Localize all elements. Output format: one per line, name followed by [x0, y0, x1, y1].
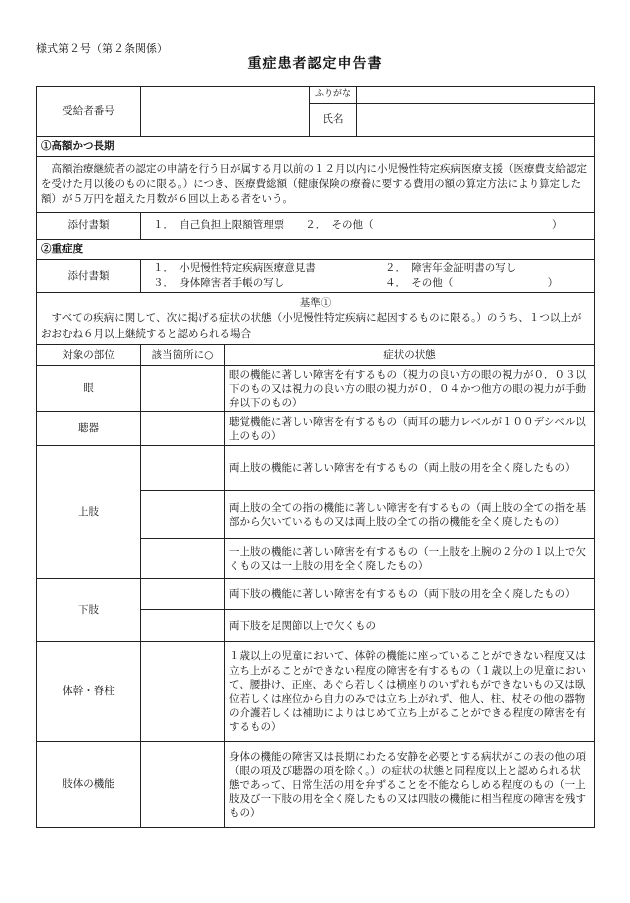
symptom-cell: １歳以上の児童において、体幹の機能に座っていることができない程度又は立ち上がることができない程度の障害を有するもの（１歳以上の児童において、腰掛け、正座、あぐら若しくは横座りのいずれもができないもの又は臥位若しくは座位から自力のみでは立ち上がれず、他人、柱、杖その他の器物の介護若しくは補助によりはじめて立ち上がることができる程度の障害を有するもの） [225, 642, 595, 742]
symptom-cell: 聴覚機能に著しい障害を有するもの（両耳の聴力レベルが１００デシベル以上のもの） [225, 412, 595, 446]
body-part-lower-limb: 下肢 [37, 579, 141, 642]
table-row [37, 446, 595, 491]
section2-heading: ②重症度 [37, 240, 595, 260]
check-cell[interactable] [141, 642, 225, 742]
recipient-number-field[interactable] [141, 87, 310, 137]
recipient-row [37, 87, 595, 104]
name-label: 氏名 [310, 104, 357, 137]
criteria-title: 基準① [299, 297, 332, 310]
page-title: 重症患者認定申告書 [247, 56, 383, 72]
section1-attachments[interactable]: １． 自己負担上限額管理票 ２． その他（ ） [141, 213, 595, 240]
section1-description: 高額治療継続者の認定の申請を行う日が属する月以前の１２月以内に小児慢性特定疾病医療支援（医療費支給認定を受けた月以後のものに限る。）につき、医療費総額（健康保険の療養に要する費用の額の算定方法により算定した額）が５万円を超えた月数が６回以上ある者をいう。 [37, 157, 595, 213]
table-row [37, 366, 595, 412]
attachment-item: ３． 身体障害者手帳の写し [153, 277, 285, 290]
attachment-item: ２． 障害年金証明書の写し [385, 262, 517, 274]
symptom-cell: 一上肢の機能に著しい障害を有するもの（一上肢を上腕の２分の１以上で欠くもの又は一上肢の用を全く廃したもの） [225, 539, 595, 579]
check-cell[interactable] [141, 366, 225, 412]
check-cell[interactable] [141, 579, 225, 610]
table-row [37, 579, 595, 610]
criteria-description: すべての疾病に関して、次に掲げる症状の状態（小児慢性特定疾病に起因するものに限る。）のうち、１つ以上がおおむね６月以上継続すると認められる場合 [41, 312, 582, 340]
section1-heading: ①高額かつ長期 [37, 137, 595, 157]
table-header-row [37, 345, 595, 366]
section2-attachment-label: 添付書類 [37, 260, 141, 293]
check-cell[interactable] [141, 446, 225, 491]
col-header-symptom: 症状の状態 [225, 345, 595, 366]
check-cell[interactable] [141, 610, 225, 642]
application-form-table [36, 86, 595, 828]
furigana-field[interactable] [357, 87, 595, 104]
check-cell[interactable] [141, 742, 225, 828]
col-header-part: 対象の部位 [37, 345, 141, 366]
attachment-item: １． 小児慢性特定疾病医療意見書 [153, 262, 316, 274]
col-header-check: 該当箇所に○ [141, 345, 225, 366]
table-row [37, 412, 595, 446]
body-part-limb-function: 肢体の機能 [37, 742, 141, 828]
attachment-item: ４． その他（ ） [385, 277, 559, 290]
body-part-eye: 眼 [37, 366, 141, 412]
section2-attachments[interactable] [141, 260, 595, 293]
symptom-cell: 身体の機能の障害又は長期にわたる安静を必要とする病状がこの表の他の項（眼の項及び聴器の項を除く。）の症状の状態と同程度以上と認められる状態であって、日常生活の用を弁ずることを不能ならしめる程度のもの（一上肢及び一下肢の用を全く廃したもの又は四肢の機能に相当程度の障害を残すもの） [225, 742, 595, 828]
body-part-upper-limb: 上肢 [37, 446, 141, 579]
section1-attachment-label: 添付書類 [37, 213, 141, 240]
symptom-cell: 眼の機能に著しい障害を有するもの（視力の良い方の眼の視力が０．０３以下のもの又は視力の良い方の眼の視力が０．０４かつ他方の眼の視力が手動弁以下のもの） [225, 366, 595, 412]
table-row [37, 742, 595, 828]
body-part-ear: 聴器 [37, 412, 141, 446]
furigana-label: ふりがな [310, 87, 357, 104]
recipient-number-label: 受給者番号 [37, 87, 141, 137]
symptom-cell: 両下肢を足関節以上で欠くもの [225, 610, 595, 642]
check-cell[interactable] [141, 412, 225, 446]
table-row [37, 642, 595, 742]
form-number: 様式第２号（第２条関係） [36, 42, 168, 55]
check-cell[interactable] [141, 491, 225, 539]
body-part-trunk: 体幹・脊柱 [37, 642, 141, 742]
symptom-cell: 両上肢の機能に著しい障害を有するもの（両上肢の用を全く廃したもの） [225, 446, 595, 491]
symptom-cell: 両下肢の機能に著しい障害を有するもの（両下肢の用を全く廃したもの） [225, 579, 595, 610]
check-cell[interactable] [141, 539, 225, 579]
symptom-cell: 両上肢の全ての指の機能に著しい障害を有するもの（両上肢の全ての指を基部から欠いているもの又は両上肢の全ての指の機能を全く廃したもの） [225, 491, 595, 539]
name-field[interactable] [357, 104, 595, 137]
